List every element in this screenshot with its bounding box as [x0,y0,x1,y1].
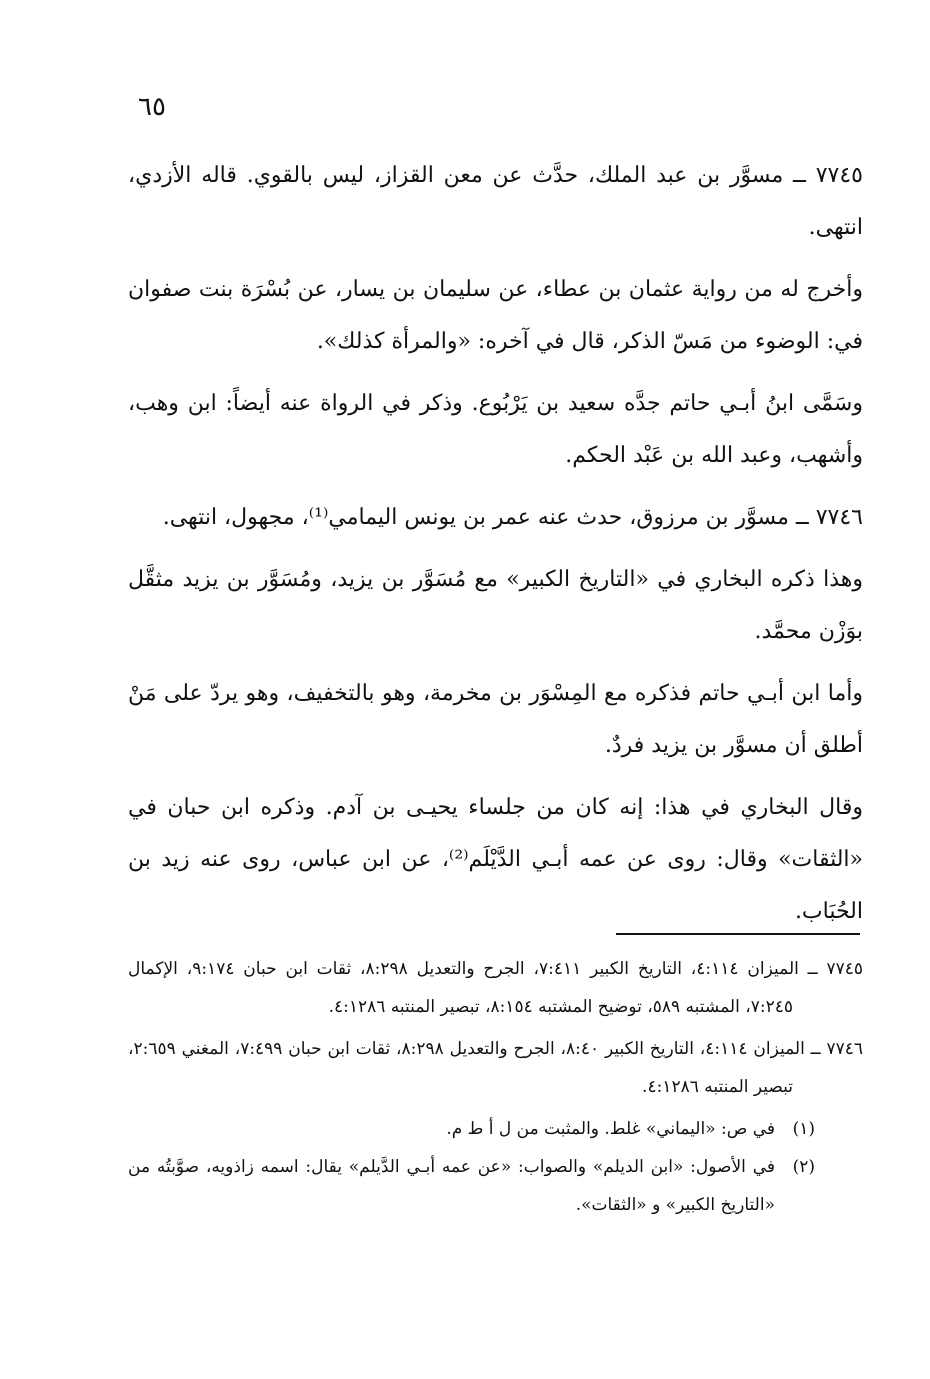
footnote-divider [616,933,860,935]
footnote-mark: (١) [792,1119,815,1139]
paragraph: وهذا ذكره البخاري في «التاريخ الكبير» مع مُسَوَّر بن يزيد، ومُسَوَّر بن يزيد مثقَّل بوَزْن محمَّد. [128,567,863,644]
paragraph: وأما ابن أبـي حاتم فذكره مع المِسْوَر بن مخرمة، وهو بالتخفيف، وهو يردّ على مَنْ أطلق أن مسوَّر بن يزيد فردٌ. [128,681,863,758]
footnotes-section [128,950,863,1224]
footnote-text: في الأصول: «ابن الديلم» والصواب: «عن عمه أبـي الدَّيلم» يقال: اسمه زاذويه، صوَّبتُه من «التاريخ الكبير» و «الثقات». [128,1157,775,1215]
source-note-7745: ٧٧٤٥ ــ الميزان ٤:١١٤، التاريخ الكبير ٧:٤١١، الجرح والتعديل ٨:٢٩٨، ثقات ابن حبان ٩:١٧٤، الإكمال ٧:٢٤٥، المشتبه ٥٨٩، توضيح المشتبه ٨:١٥٤، تبصير المنتبه ٤:١٢٨٦. [128,959,864,1017]
paragraph: وقال البخاري في هذا: إنه كان من جلساء يحيـى بن آدم. وذكره ابن حبان في «الثقات» وقال: روى عن عمه أبـي الدَّيْلَم⁽²⁾، عن ابن عباس، روى عنه زيد بن الحُبَاب. [128,795,863,924]
footnote-1 [128,1110,863,1148]
source-note-7746: ٧٧٤٦ ــ الميزان ٤:١١٤، التاريخ الكبير ٨:٤٠، الجرح والتعديل ٨:٢٩٨، ثقات ابن حبان ٧:٤٩٩، المغني ٢:٦٥٩، تبصير المنتبه ٤:١٢٨٦. [128,1039,864,1097]
paragraph: وسَمَّى ابنُ أبـي حاتم جدَّه سعيد بن يَرْبُوع. وذكر في الرواة عنه أيضاً: ابن وهب، وأشهب، وعبد الله بن عَبْد الحكم. [128,391,863,468]
main-text [128,150,863,948]
footnote-2 [128,1148,863,1224]
entry-7745: ٧٧٤٥ ــ مسوَّر بن عبد الملك، حدَّث عن معن القزاز، ليس بالقوي. قاله الأزدي، انتهى. [128,163,863,240]
page-number: ٦٥ [138,92,166,122]
entry-7746: ٧٧٤٦ ــ مسوَّر بن مرزوق، حدث عنه عمر بن يونس اليمامي⁽¹⁾، مجهول، انتهى. [162,505,863,530]
paragraph: وأخرج له من رواية عثمان بن عطاء، عن سليمان بن يسار، عن بُسْرَة بنت صفوان في: الوضوء من مَسّ الذكر، قال في آخره: «والمرأة كذلك». [128,277,863,354]
footnote-mark: (٢) [792,1157,815,1177]
footnote-text: في ص: «اليماني» غلط. والمثبت من ل أ ط م. [446,1119,775,1139]
